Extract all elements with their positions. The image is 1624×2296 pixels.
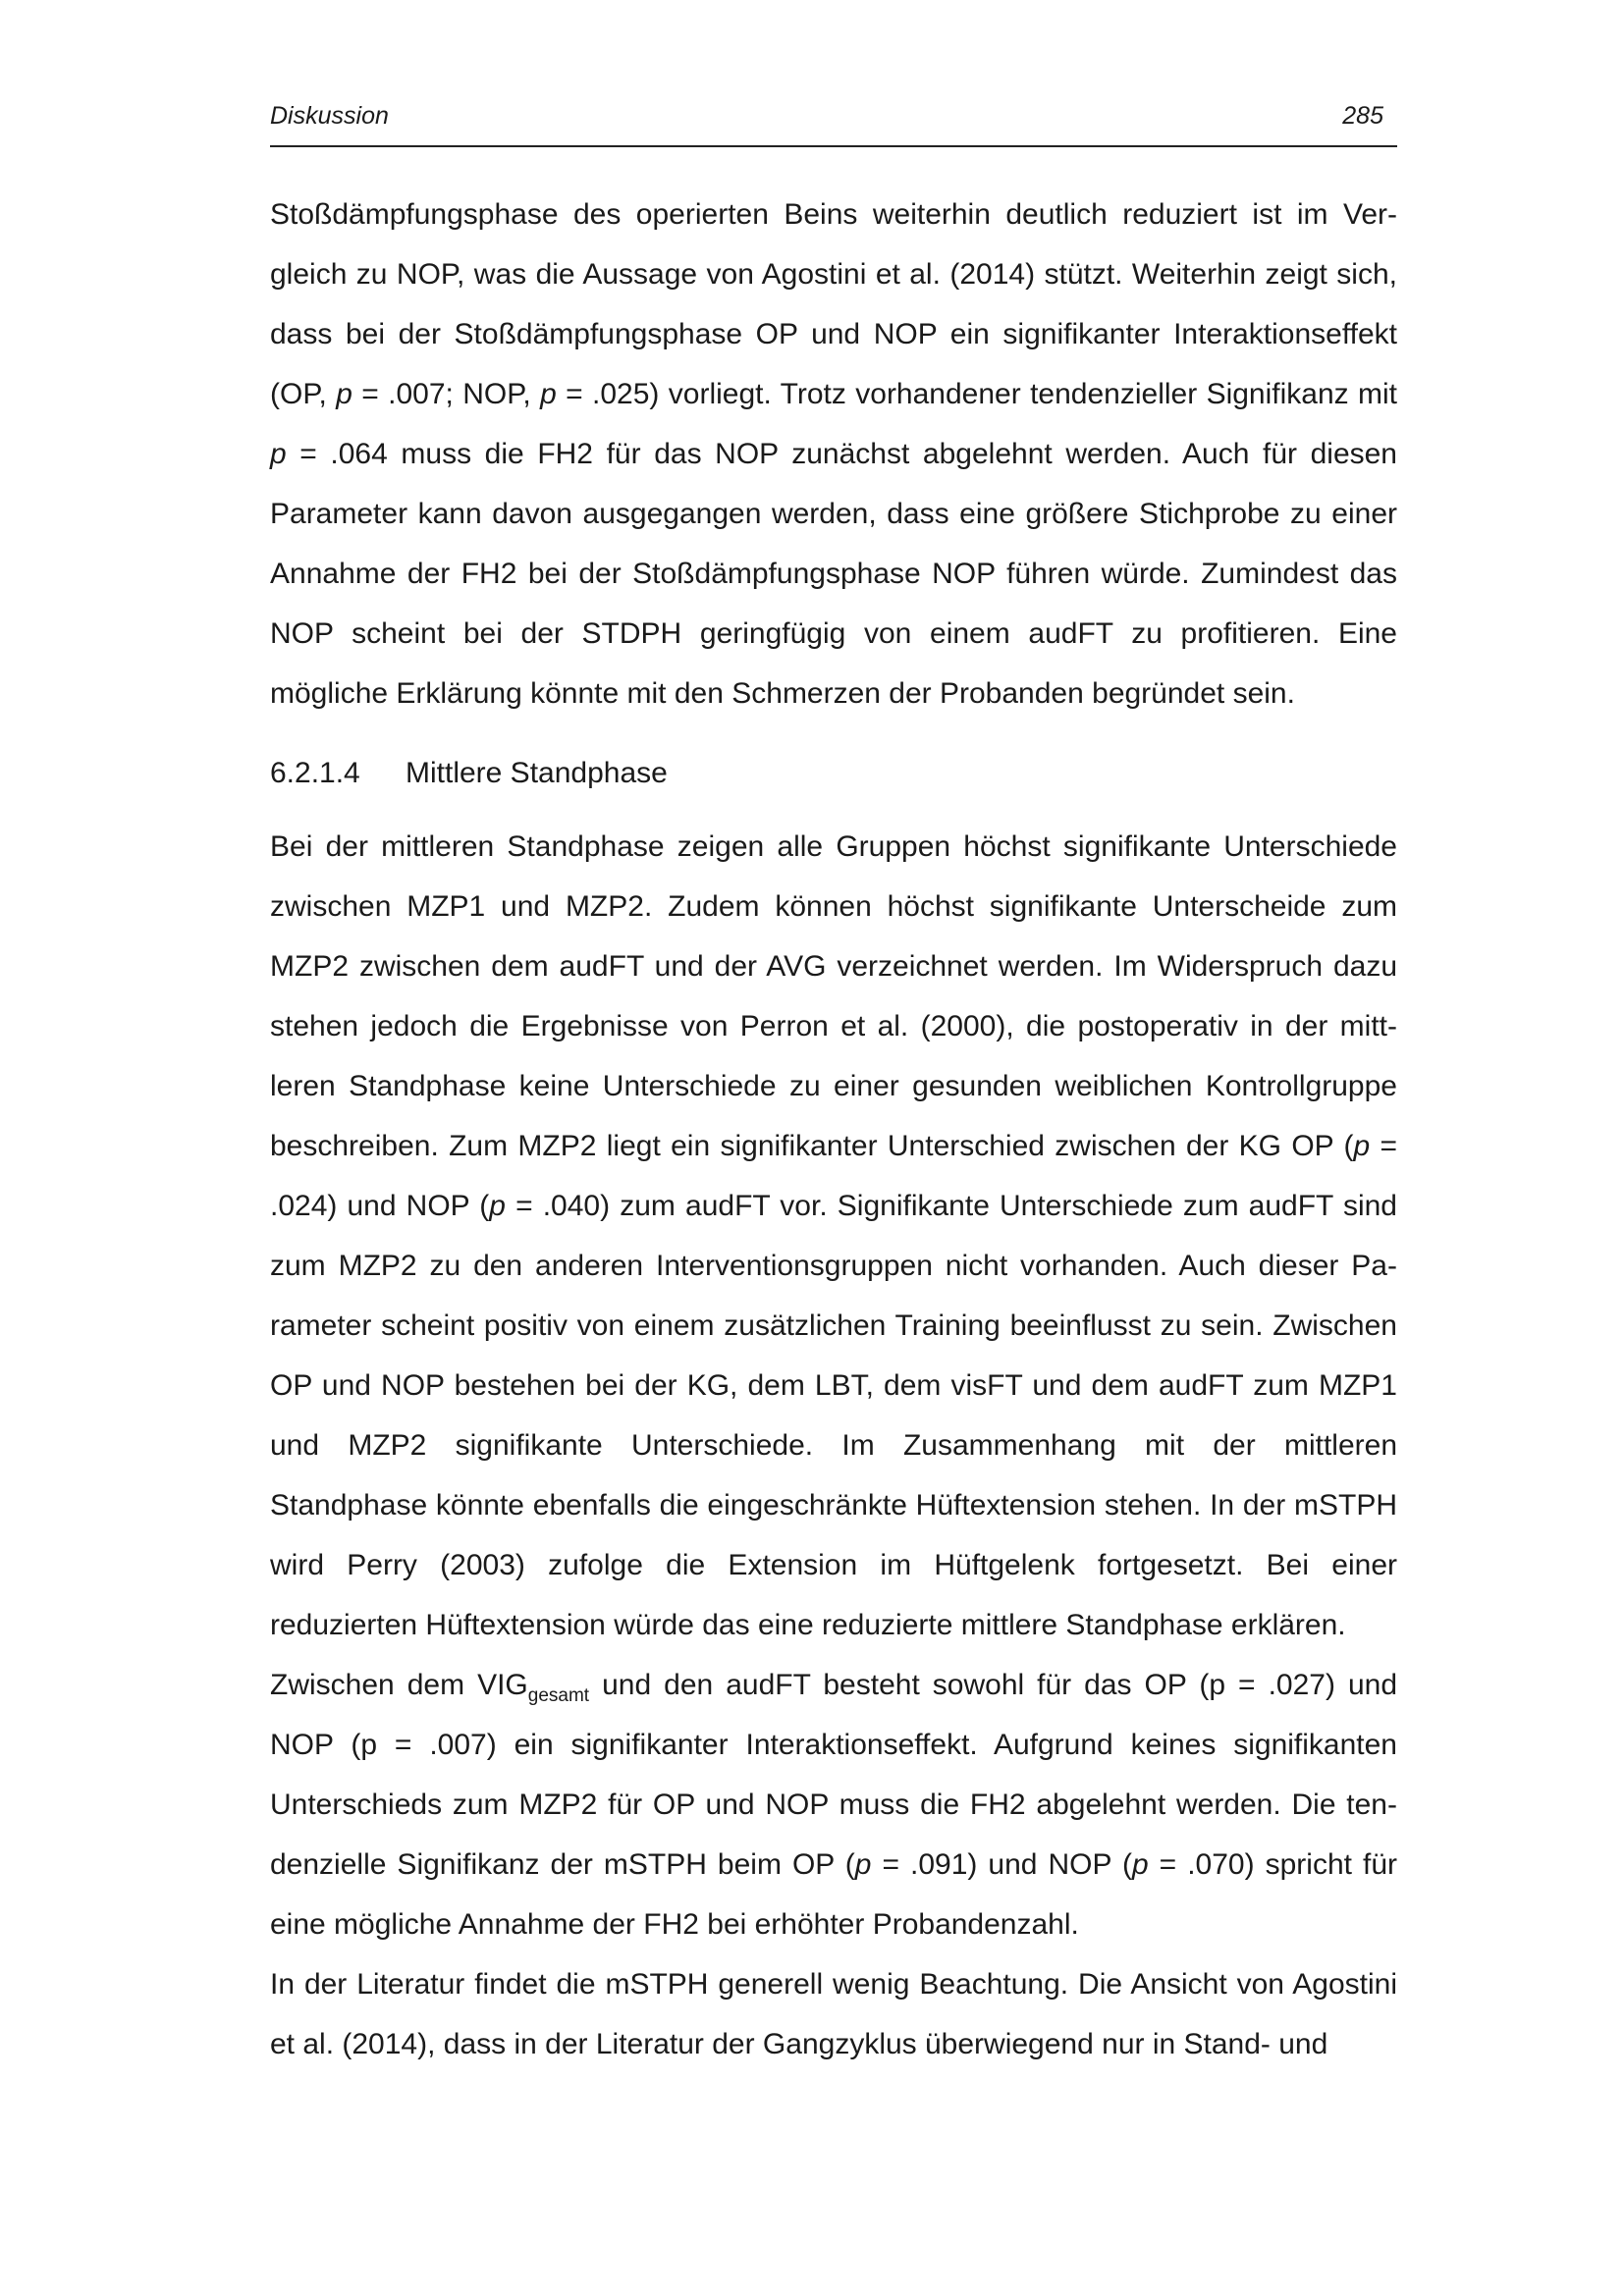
p-value-symbol: p [336, 378, 352, 410]
text-run: = .070) spricht für eine mögliche Annahme der FH2 bei erhöhter Probandenzahl. [270, 1848, 1397, 1941]
section-number: 6.2.1.4 [270, 757, 360, 789]
paragraph-mid-stance-results [270, 817, 1397, 1655]
paragraph-shock-absorption [270, 185, 1397, 723]
page-body [270, 185, 1397, 2074]
text-run: Stoßdämpfungsphase des operierten Beins weiterhin deutlich reduziert ist im Vergleich zu NOP, was die Aussage von Agostini et al. (2014) stützt. Weiterhin zeigt sich, dass bei der Stoßdämpfungsphase OP und NOP ein signifikanter Interaktionseffekt (OP, [270, 198, 1397, 410]
text-run: In der Literatur findet die mSTPH generell wenig Beachtung. Die Ansicht von Agostini et al. (2014), dass in der Literatur der Gangzyklus überwiegend nur in Stand- und [270, 1968, 1397, 2060]
p-value-symbol: p [540, 378, 557, 410]
text-run: Zwischen dem VIG [270, 1669, 528, 1701]
section-title: Mittlere Standphase [406, 757, 668, 789]
section-heading [270, 743, 1397, 803]
p-value-symbol: p [1131, 1848, 1149, 1881]
running-header-section: Diskussion [270, 102, 389, 130]
page-number: 285 [1342, 102, 1383, 130]
p-value-symbol: p [489, 1190, 506, 1222]
p-value-symbol: p [270, 438, 287, 470]
subscript-gesamt: gesamt [527, 1685, 590, 1706]
p-value-symbol: p [854, 1848, 872, 1881]
p-value-symbol: p [1353, 1130, 1371, 1162]
text-run: = .040) zum audFT vor. Signifikante Unterschiede zum audFT sind zum MZP2 zu den anderen Interventionsgruppen nicht vorhanden. Auch dieser Parameter scheint positiv von einem zusätzlichen Training beeinflusst zu sein. Zwischen OP und NOP bestehen bei der KG, dem LBT, dem visFT und dem audFT zum MZP1 und MZP2 signifikante Unterschiede. Im Zusammenhang mit der mittleren Standphase könnte ebenfalls die eingeschränkte Hüftextension stehen. In der mSTPH wird Perry (2003) zufolge die Extension im Hüftgelenk fortgesetzt. Bei einer reduzierten Hüftextension würde das eine reduzierte mittlere Standphase erklären. [270, 1190, 1397, 1641]
text-run: Bei der mittleren Standphase zeigen alle Gruppen höchst signifikante Unterschiede zwischen MZP1 und MZP2. Zudem können höchst signifikante Unterscheide zum MZP2 zwischen dem audFT und der AVG verzeichnet werden. Im Widerspruch dazu stehen jedoch die Ergebnisse von Perron et al. (2000), die postoperativ in der mittleren Standphase keine Unterschiede zu einer gesunden weiblichen Kontrollgruppe beschreiben. Zum MZP2 liegt ein signifikanter Unterschied zwischen der KG OP ( [270, 830, 1397, 1162]
text-run: = .091) und NOP ( [871, 1848, 1132, 1881]
text-run: = .007; NOP, [352, 378, 541, 410]
text-run: = .024) und NOP ( [270, 1130, 1397, 1222]
page-header [270, 96, 1397, 147]
text-run: = .025) vorliegt. Trotz vorhandener tendenzieller Signifikanz mit [556, 378, 1398, 410]
paragraph-interaction-effect [270, 1655, 1397, 1954]
text-run: und den audFT besteht sowohl für das OP (p = .027) und NOP (p = .007) ein signifikanter Interaktionseffekt. Aufgrund keines signifikanten Unterschieds zum MZP2 für OP und NOP muss die FH2 abgelehnt werden. Die tendenzielle Signifikanz der mSTPH beim OP ( [270, 1669, 1398, 1881]
text-run: = .064 muss die FH2 für das NOP zunächst abgelehnt werden. Auch für diesen Parameter kann davon ausgegangen werden, dass eine größere Stichprobe zu einer Annahme der FH2 bei der Stoßdämpfungsphase NOP führen würde. Zumindest das NOP scheint bei der STDPH geringfügig von einem audFT zu profitieren. Eine mögliche Erklärung könnte mit den Schmerzen der Probanden begründet sein. [270, 438, 1397, 710]
paragraph-literature [270, 1954, 1397, 2074]
